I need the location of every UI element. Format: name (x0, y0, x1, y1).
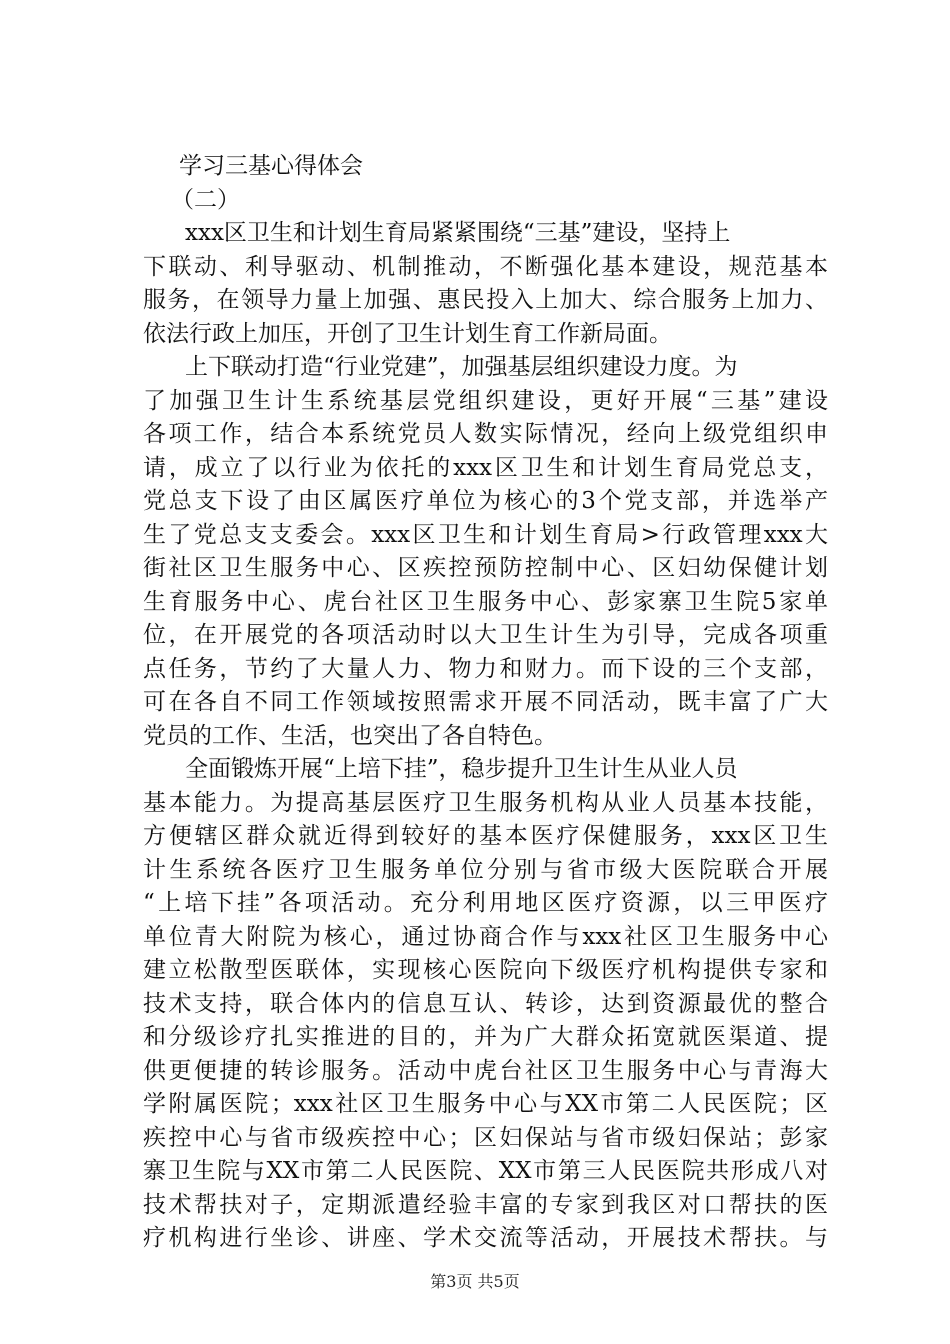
paragraph-line: 街社区卫生服务中心、区疾控预防控制中心、区妇幼保健计划 (143, 555, 828, 581)
paragraph-last-line: 党员的工作、生活，也突出了各自特色。 (143, 722, 557, 749)
paragraph-line: 方便辖区群众就近得到较好的基本医疗保健服务，xxx区卫生 (143, 823, 828, 849)
paragraph-line: 各项工作，结合本系统党员人数实际情况，经向上级党组织申 (143, 421, 828, 447)
paragraph-line: 建立松散型医联体，实现核心医院向下级医疗机构提供专家和 (143, 957, 828, 983)
paragraph-line: 点任务，节约了大量人力、物力和财力。而下设的三个支部， (143, 655, 828, 682)
paragraph-line: “上培下挂”各项活动。充分利用地区医疗资源，以三甲医疗 (143, 890, 828, 916)
document-subtitle: （二） (171, 186, 240, 213)
paragraph-line: 计生系统各医疗卫生服务单位分别与省市级大医院联合开展 (143, 856, 828, 883)
paragraph-line: 技术支持，联合体内的信息互认、转诊，达到资源最优的整合 (143, 990, 828, 1017)
paragraph-line: 服务，在领导力量上加强、惠民投入上加大、综合服务上加力、 (143, 287, 828, 313)
paragraph-last-line: 依法行政上加压，开创了卫生计划生育工作新局面。 (143, 320, 672, 347)
paragraph-line: 供更便捷的转诊服务。活动中虎台社区卫生服务中心与青海大 (143, 1057, 828, 1084)
page-footer: 第3页 共5页 (430, 1272, 520, 1291)
paragraph-line: 寨卫生院与XX市第二人民医院、XX市第三人民医院共形成八对 (143, 1158, 828, 1184)
paragraph-line: 技术帮扶对子，定期派遣经验丰富的专家到我区对口帮扶的医 (143, 1191, 828, 1218)
paragraph-line: 疗机构进行坐诊、讲座、学术交流等活动，开展技术帮扶。与 (143, 1225, 828, 1251)
paragraph-first-line: 全面锻炼开展“上培下挂”，稳步提升卫生计生从业人员 (185, 756, 738, 782)
paragraph-line: 可在各自不同工作领域按照需求开展不同活动，既丰富了广大 (143, 689, 828, 715)
paragraph-line: 基本能力。为提高基层医疗卫生服务机构从业人员基本技能， (143, 789, 828, 816)
paragraph-line: 党总支下设了由区属医疗单位为核心的3个党支部，并选举产 (143, 488, 828, 514)
paragraph-line: 单位青大附院为核心，通过协商合作与xxx社区卫生服务中心 (143, 923, 828, 950)
paragraph-line: 下联动、利导驱动、机制推动，不断强化基本建设，规范基本 (143, 253, 828, 280)
paragraph-line: 位，在开展党的各项活动时以大卫生计生为引导，完成各项重 (143, 622, 828, 648)
paragraph-first-line: xxx区卫生和计划生育局紧紧围绕“三基”建设，坚持上 (185, 220, 731, 246)
paragraph-line: 和分级诊疗扎实推进的目的，并为广大群众拓宽就医渠道、提 (143, 1024, 828, 1050)
paragraph-line: 学附属医院；xxx社区卫生服务中心与XX市第二人民医院；区 (143, 1091, 828, 1117)
paragraph-line: 请，成立了以行业为依托的xxx区卫生和计划生育局党总支， (143, 454, 828, 481)
paragraph-line: 生了党总支支委会。xxx区卫生和计划生育局>行政管理xxx大 (143, 521, 828, 548)
document-body (143, 150, 828, 1256)
document-title: 学习三基心得体会 (179, 153, 363, 179)
paragraph-line: 疾控中心与省市级疾控中心；区妇保站与省市级妇保站；彭家 (143, 1124, 828, 1151)
paragraph-line: 生育服务中心、虎台社区卫生服务中心、彭家寨卫生院5家单 (143, 588, 828, 615)
paragraph-first-line: 上下联动打造“行业党建”，加强基层组织建设力度。为 (185, 354, 738, 380)
paragraph-line: 了加强卫生计生系统基层党组织建设，更好开展“三基”建设 (143, 387, 828, 414)
